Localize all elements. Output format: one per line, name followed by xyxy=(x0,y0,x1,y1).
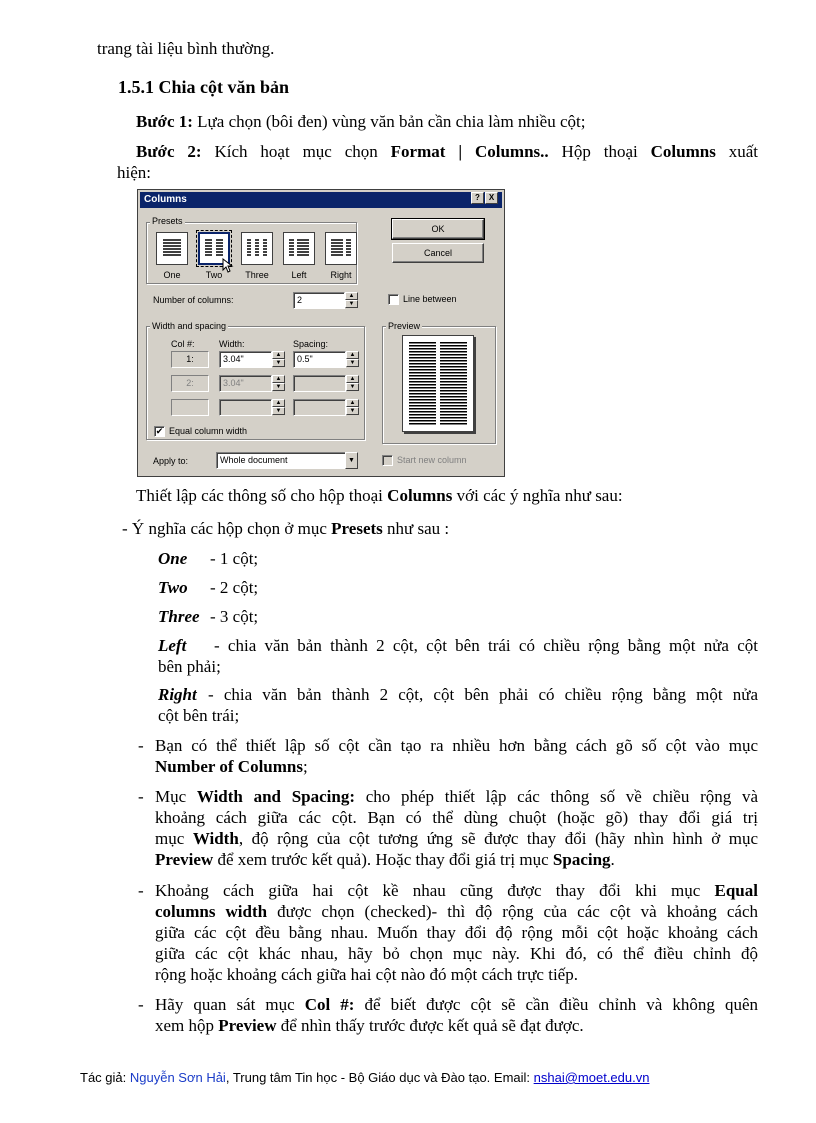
spacing-spinner-1[interactable]: ▲ ▼ xyxy=(346,351,359,368)
step-2-cont: hiện: xyxy=(117,163,151,182)
bullet-3-text: được chọn (checked)- thì độ rộng của các cột và khoảng cách xyxy=(267,902,758,921)
step-1 xyxy=(136,111,585,132)
bullet-3-bold: columns width xyxy=(155,902,268,921)
step-2-label: Bước 2: xyxy=(136,142,202,161)
bullet-1-line-2 xyxy=(155,756,308,777)
bullet-1-end: ; xyxy=(302,757,308,776)
bullet-3-text: Khoảng cách giữa hai cột kề nhau cũng được thay đổi khi mục xyxy=(155,881,715,900)
dialog-titlebar xyxy=(140,192,502,208)
bullet-2-text: mục xyxy=(155,829,193,848)
presets-bullet xyxy=(122,518,449,539)
close-button[interactable]: X xyxy=(485,192,498,204)
col-number-3 xyxy=(171,399,209,416)
preset-label-three: Three xyxy=(245,270,269,280)
preset-right-icon xyxy=(326,233,356,264)
start-new-column-label: Start new column xyxy=(397,455,467,465)
width-spacing-label: Width and spacing xyxy=(152,321,227,331)
preset-item-two xyxy=(158,577,258,598)
bullet-3-line-2 xyxy=(155,901,758,922)
page-footer xyxy=(80,1070,649,1085)
preset-item-one xyxy=(158,548,258,569)
preset-three-icon xyxy=(242,233,272,264)
footer-email-link[interactable]: nshai@moet.edu.vn xyxy=(533,1070,650,1085)
spacing-input-1[interactable]: 0.5" xyxy=(293,351,346,368)
dialog-name: Columns xyxy=(650,142,716,161)
preset-label-two: Two xyxy=(205,270,223,280)
col-number-2: 2: xyxy=(171,375,209,392)
num-columns-spinner[interactable]: ▲ ▼ xyxy=(345,292,358,309)
line-between-label: Line between xyxy=(403,294,457,304)
preset-label-right: Right xyxy=(330,270,352,280)
preset-item-left-cont: bên phải; xyxy=(158,657,221,676)
preset-term: Right xyxy=(158,685,197,704)
preset-desc: - chia văn bản thành 2 cột, cột bên trái có chiều rộng bằng một nửa cột xyxy=(214,636,758,655)
spacing-input-2[interactable] xyxy=(293,375,346,392)
preset-item-left xyxy=(158,635,758,656)
settings-intro xyxy=(136,485,623,506)
preset-desc: - 1 cột; xyxy=(210,549,259,568)
col-number-1: 1: xyxy=(171,351,209,368)
width-input-3[interactable] xyxy=(219,399,272,416)
preset-term: Three xyxy=(158,607,200,626)
col-header: Col #: xyxy=(171,339,195,349)
preset-one[interactable] xyxy=(156,232,188,265)
footer-middle: , Trung tâm Tin học - Bộ Giáo dục và Đào tạo. Email: xyxy=(225,1070,534,1085)
apply-to-dropdown[interactable] xyxy=(345,452,358,469)
width-spinner-1[interactable]: ▲ ▼ xyxy=(272,351,285,368)
bullet-2-line-4 xyxy=(155,849,615,870)
bullet-3-line-1 xyxy=(155,880,758,901)
preset-left-icon xyxy=(284,233,314,264)
footer-prefix: Tác giả: xyxy=(80,1070,130,1085)
bullet-4-bold: Col #: xyxy=(304,995,355,1014)
width-spinner-2[interactable]: ▲ ▼ xyxy=(272,375,285,392)
preset-desc: - 3 cột; xyxy=(210,607,259,626)
equal-width-checkbox[interactable]: ✔ xyxy=(155,426,164,436)
width-spinner-3[interactable]: ▲ ▼ xyxy=(272,399,285,416)
bullet-4-bold: Preview xyxy=(218,1016,277,1035)
bullet-4-line-2 xyxy=(155,1015,584,1036)
preset-term: Two xyxy=(158,578,188,597)
presets-bullet-text: như sau : xyxy=(382,519,450,538)
bullet-4-line-1 xyxy=(155,994,758,1015)
preview-label: Preview xyxy=(388,321,421,331)
preset-three[interactable] xyxy=(241,232,273,265)
spacing-spinner-2[interactable]: ▲ ▼ xyxy=(346,375,359,392)
preset-item-three xyxy=(158,606,258,627)
bullet-3-line-3: giữa các cột đều bằng nhau. Muốn thay đổi độ rộng mỗi cột hoặc khoảng cách xyxy=(155,923,758,942)
footer-author: Nguyễn Sơn Hải xyxy=(129,1070,226,1085)
preset-right[interactable] xyxy=(325,232,357,265)
preset-item-right-cont: cột bên trái; xyxy=(158,706,240,725)
mouse-pointer-icon xyxy=(222,258,234,274)
preview-page xyxy=(402,335,474,432)
start-new-column-checkbox[interactable] xyxy=(382,455,393,466)
cancel-button[interactable]: Cancel xyxy=(392,243,484,263)
preset-one-icon xyxy=(157,233,187,264)
bullet-2-line-1 xyxy=(155,786,758,807)
bullet-dash: - xyxy=(138,787,144,806)
bullet-4-text: để biết được cột sẽ cần điều chỉnh và không quên xyxy=(354,995,758,1014)
bullet-2-text: , độ rộng của cột tương ứng sẽ được thay đổi (hãy nhìn hình ở mục xyxy=(238,829,758,848)
line-between-checkbox[interactable] xyxy=(388,294,399,305)
step-2-text: Kích hoạt mục chọn xyxy=(201,142,391,161)
bullet-2-bold: Spacing xyxy=(552,850,611,869)
presets-bullet-text: Ý nghĩa các hộp chọn ở mục xyxy=(127,519,332,538)
bullet-2-text: . xyxy=(610,850,615,869)
apply-to-select[interactable]: Whole document xyxy=(216,452,346,469)
step-1-label: Bước 1: xyxy=(136,112,193,131)
width-header: Width: xyxy=(219,339,245,349)
spacing-header: Spacing: xyxy=(293,339,329,349)
bullet-dash: - xyxy=(122,519,128,538)
width-input-1[interactable]: 3.04" xyxy=(219,351,272,368)
bullet-4-text: để nhìn thấy trước được kết quả sẽ đạt được. xyxy=(276,1016,584,1035)
bullet-2-line-2: khoảng cách giữa các cột. Bạn có thể dùng chuột (hoặc gõ) thay đổi giá trị xyxy=(155,808,758,827)
menu-path: Format | Columns.. xyxy=(390,142,549,161)
presets-label: Presets xyxy=(152,216,183,226)
columns-dialog xyxy=(137,189,505,477)
preset-label-left: Left xyxy=(291,270,307,280)
preset-term: Left xyxy=(158,636,187,655)
bullet-2-text: Mục xyxy=(155,787,197,806)
bullet-2-bold: Preview xyxy=(155,850,214,869)
presets-bullet-bold: Presets xyxy=(331,519,383,538)
bullet-2-line-3 xyxy=(155,828,758,849)
chevron-down-icon: ▼ xyxy=(345,452,358,469)
bullet-1-line-1: Bạn có thể thiết lập số cột cần tạo ra nhiều hơn bằng cách gõ số cột vào mục xyxy=(155,736,758,755)
equal-width-label: Equal column width xyxy=(169,426,248,436)
help-button[interactable]: ? xyxy=(471,192,484,204)
width-input-2[interactable]: 3.04" xyxy=(219,375,272,392)
bullet-2-bold: Width and Spacing: xyxy=(196,787,356,806)
preset-term: One xyxy=(158,549,188,568)
num-columns-input[interactable]: 2 xyxy=(293,292,345,309)
bullet-2-text: để xem trước kết quả). Hoặc thay đổi giá trị mục xyxy=(213,850,553,869)
preset-label-one: One xyxy=(163,270,181,280)
step-2 xyxy=(136,141,758,162)
settings-intro-text: với các ý nghĩa như sau: xyxy=(452,486,623,505)
step-1-text: Lựa chọn (bôi đen) vùng văn bản cần chia làm nhiều cột; xyxy=(192,112,586,131)
num-columns-label: Number of columns: xyxy=(153,295,234,305)
apply-to-label: Apply to: xyxy=(153,456,189,466)
bullet-2-text: cho phép thiết lập các thông số về chiều rộng và xyxy=(355,787,758,806)
ok-button[interactable]: OK xyxy=(392,219,484,239)
bullet-4-text: Hãy quan sát mục xyxy=(155,995,305,1014)
step-2-text: Hộp thoại xyxy=(548,142,651,161)
bullet-4-text: xem hộp xyxy=(155,1016,219,1035)
bullet-3-bold: Equal xyxy=(714,881,758,900)
dialog-title: Columns xyxy=(144,194,187,205)
bullet-2-bold: Width xyxy=(192,829,239,848)
bullet-3-line-5: rộng hoặc khoảng cách giữa hai cột nào đó một cách trực tiếp. xyxy=(155,965,578,984)
step-2-text: xuất xyxy=(715,142,758,161)
settings-intro-bold: Columns xyxy=(387,486,453,505)
bullet-3-line-4: giữa các cột khác nhau, hãy bỏ chọn mục này. Khi đó, có thể điều chỉnh độ xyxy=(155,944,758,963)
preview-columns-graphic xyxy=(403,336,473,431)
bullet-dash: - xyxy=(138,881,144,900)
bullet-dash: - xyxy=(138,736,144,755)
spacing-input-3[interactable] xyxy=(293,399,346,416)
bullet-dash: - xyxy=(138,995,144,1014)
preset-desc: - 2 cột; xyxy=(210,578,259,597)
preset-desc: - chia văn bản thành 2 cột, cột bên phải có chiều rộng bằng một nửa xyxy=(208,685,758,704)
intro-line: trang tài liệu bình thường. xyxy=(97,39,275,58)
preset-left[interactable] xyxy=(283,232,315,265)
settings-intro-text: Thiết lập các thông số cho hộp thoại xyxy=(136,486,388,505)
spacing-spinner-3[interactable]: ▲ ▼ xyxy=(346,399,359,416)
section-heading: 1.5.1 Chia cột văn bản xyxy=(118,77,290,97)
number-of-columns-bold: Number of Columns xyxy=(155,757,303,776)
preset-item-right xyxy=(158,684,758,705)
